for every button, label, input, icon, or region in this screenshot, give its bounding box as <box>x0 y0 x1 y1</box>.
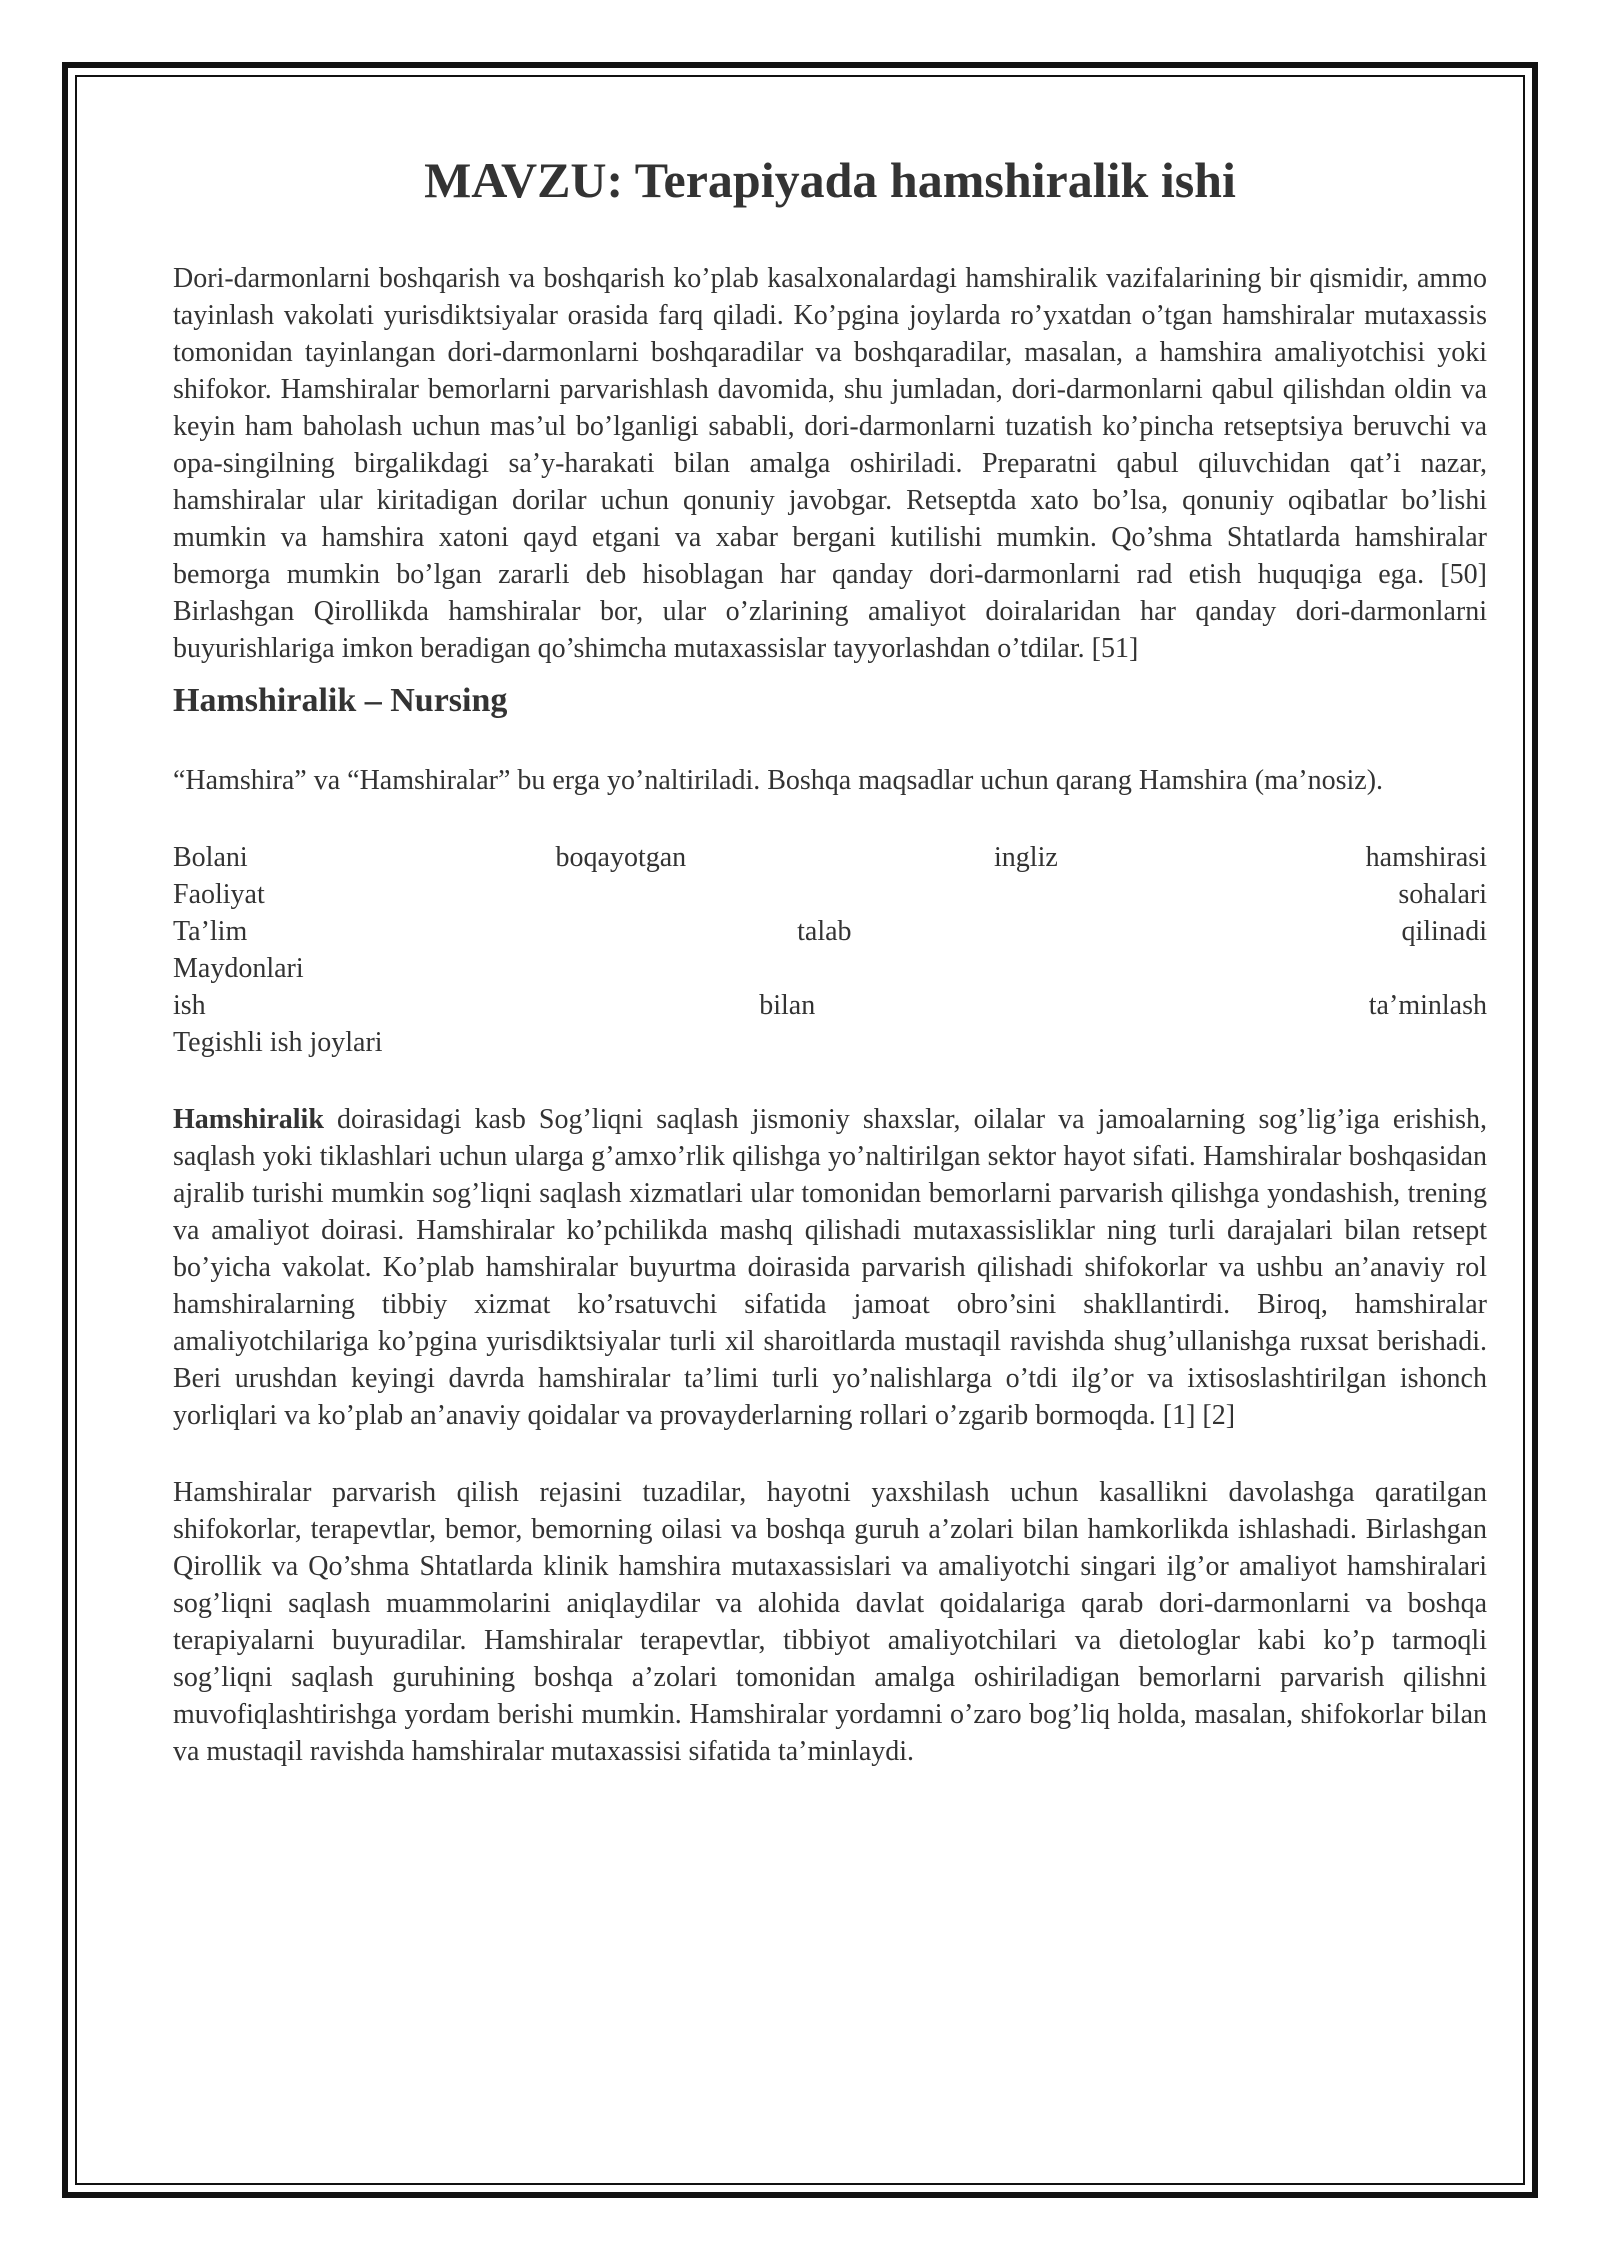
infobox-word: sohalari <box>1398 878 1487 910</box>
infobox-word: boqayotgan <box>555 841 687 873</box>
infobox-word: Ta’lim <box>173 915 248 947</box>
nursing-paragraph-text: doirasidagi kasb Sog’liqni saqlash jismoniy shaxslar, oilalar va jamoalarning sog’lig’iga erishish, saqlash yoki tiklashlari uchun ularga g’amxo’rlik qilishga yo’naltirilgan sektor hayot sifati. Hamshiralar boshqasidan ajralib turishi mumkin sog’liqni saqlash xizmatlari ular tomonidan bemorlarni parvarish qilishga yondashish, trening va amaliyot doirasi. Hamshiralar ko’pchilikda mashq qilishadi mutaxassisliklar ning turli darajalari bilan retsept bo’yicha vakolat. Ko’plab hamshiralar buyurtma doirasida parvarish qilishadi shifokorlar va ushbu an’anaviy rol hamshiralarning tibbiy xizmat ko’rsatuvchi sifatida jamoat obro’sini shakllantirdi. Biroq, hamshiralar amaliyotchilariga ko’pgina yurisdiktsiyalar turli xil sharoitlarda mustaqil ravishda shug’ullanishga ruxsat berishadi. Beri urushdan keyingi davrda hamshiralar ta’limi turli yo’nalishlarga o’tdi ilg’or va ixtisoslashtirilgan ishonch yorliqlari va ko’plab an’anaviy qoidalar va provayderlarning rollari o’zgarib bormoqda. [1] [2] <box>173 1103 1487 1431</box>
infobox-line: Tegishli ish joylari <box>173 1026 383 1058</box>
infobox-line: Maydonlari <box>173 952 304 984</box>
infobox-line <box>173 987 1487 1024</box>
infobox-word: ish <box>173 989 206 1021</box>
infobox-word: hamshirasi <box>1365 841 1487 873</box>
page-title: MAVZU: Terapiyada hamshiralik ishi <box>424 152 1236 208</box>
nursing-term: Hamshiralik <box>173 1103 324 1135</box>
infobox-line <box>173 839 1487 876</box>
infobox-line <box>173 876 1487 913</box>
nursing-paragraph <box>173 1101 1487 1434</box>
infobox-word: talab <box>797 915 852 947</box>
infobox-word: ta’minlash <box>1368 989 1487 1021</box>
infobox-text <box>173 839 1487 1061</box>
section-heading: Hamshiralik – Nursing <box>173 682 508 719</box>
infobox-word: ingliz <box>994 841 1058 873</box>
infobox-word: Bolani <box>173 841 248 873</box>
final-paragraph: Hamshiralar parvarish qilish rejasini tuzadilar, hayotni yaxshilash uchun kasallikni davolashga qaratilgan shifokorlar, terapevtlar, bemor, bemorning oilasi va boshqa guruh a’zolari bilan hamkorlikda ishlashadi. Birlashgan Qirollik va Qo’shma Shtatlarda klinik hamshira mutaxassislari va amaliyotchi singari ilg’or amaliyot hamshiralari sog’liqni saqlash muammolarini aniqlaydilar va alohida davlat qoidalariga qarab dori-darmonlarni va boshqa terapiyalarni buyuradilar. Hamshiralar terapevtlar, tibbiyot amaliyotchilari va dietologlar kabi ko’p tarmoqli sog’liqni saqlash guruhining boshqa a’zolari tomonidan amalga oshiriladigan bemorlarni parvarish qilishni muvofiqlashtirishga yordam berishi mumkin. Hamshiralar yordamni o’zaro bog’liq holda, masalan, shifokorlar bilan va mustaqil ravishda hamshiralar mutaxassisi sifatida ta’minlaydi. <box>173 1476 1487 1767</box>
document-body <box>173 150 1487 1770</box>
infobox-word: qilinadi <box>1401 915 1487 947</box>
redirect-note: “Hamshira” va “Hamshiralar” bu erga yo’naltiriladi. Boshqa maqsadlar uchun qarang Hamshira (ma’nosiz). <box>173 764 1384 796</box>
infobox-line <box>173 913 1487 950</box>
infobox-word: bilan <box>759 989 816 1021</box>
infobox-word: Faoliyat <box>173 878 265 910</box>
intro-paragraph: Dori-darmonlarni boshqarish va boshqarish ko’plab kasalxonalardagi hamshiralik vazifalarining bir qismidir, ammo tayinlash vakolati yurisdiktsiyalar orasida farq qiladi. Ko’pgina joylarda ro’yxatdan o’tgan hamshiralar mutaxassis tomonidan tayinlangan dori-darmonlarni boshqaradilar va boshqaradilar, masalan, a hamshira amaliyotchisi yoki shifokor. Hamshiralar bemorlarni parvarishlash davomida, shu jumladan, dori-darmonlarni qabul qilishdan oldin va keyin ham baholash uchun mas’ul bo’lganligi sababli, dori-darmonlarni tuzatish ko’pincha retseptsiya beruvchi va opa-singilning birgalikdagi sa’y-harakati bilan amalga oshiriladi. Preparatni qabul qiluvchidan qat’i nazar, hamshiralar ular kiritadigan dorilar uchun qonuniy javobgar. Retseptda xato bo’lsa, qonuniy oqibatlar bo’lishi mumkin va hamshira xatoni qayd etgani va xabar bergani kutilishi mumkin. Qo’shma Shtatlarda hamshiralar bemorga mumkin bo’lgan zararli deb hisoblagan har qanday dori-darmonlarni rad etish huquqiga ega. [50] Birlashgan Qirollikda hamshiralar bor, ular o’zlarining amaliyot doiralaridan har qanday dori-darmonlarni buyurishlariga imkon beradigan qo’shimcha mutaxassislar tayyorlashdan o’tdilar. [51] <box>173 263 1487 664</box>
